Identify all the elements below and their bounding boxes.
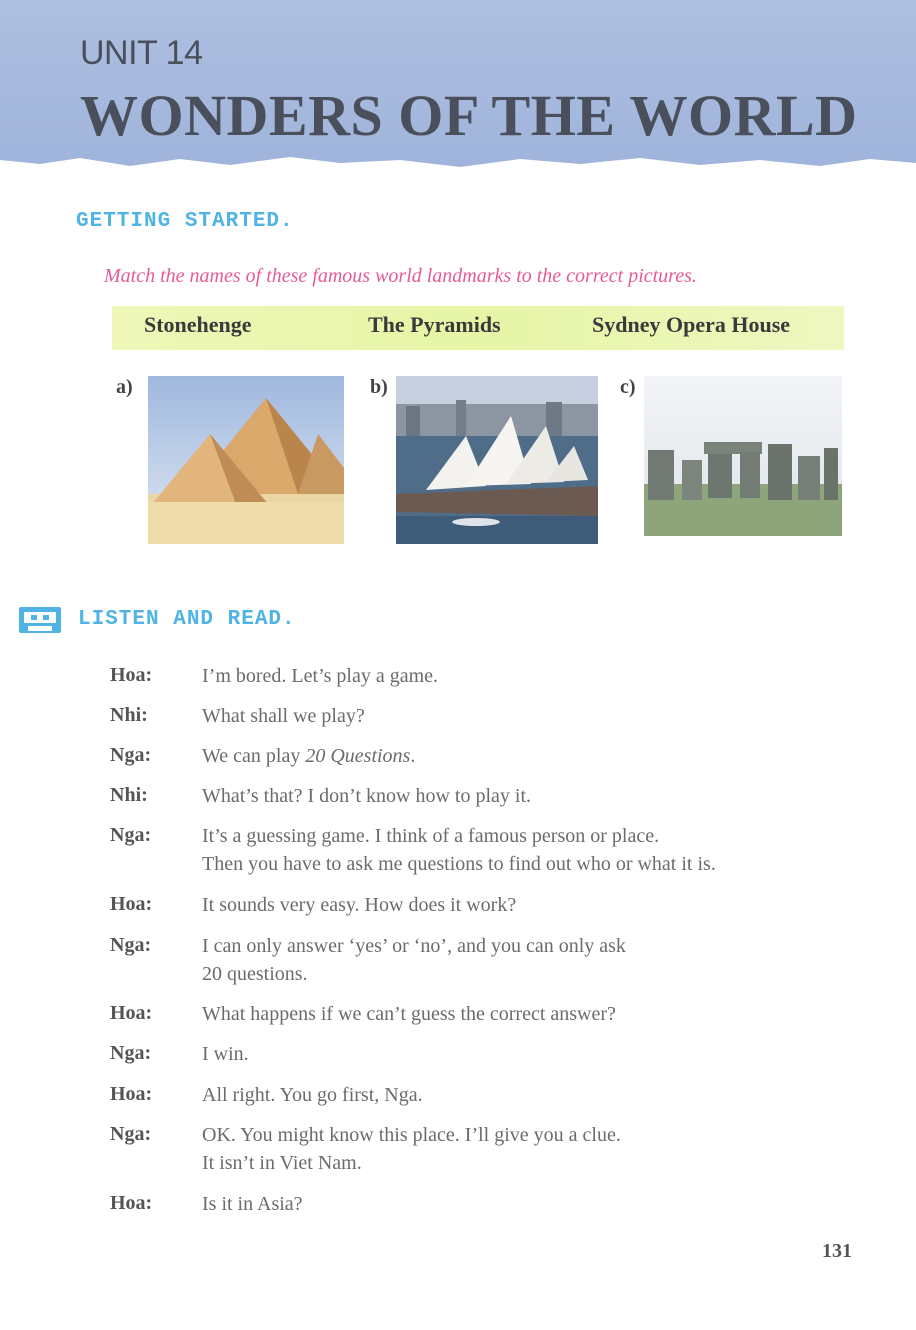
word-opera-house: Sydney Opera House bbox=[592, 312, 791, 337]
speaker-label: Hoa: bbox=[110, 664, 153, 686]
speaker-label: Hoa: bbox=[110, 1002, 153, 1024]
dialogue-line: It sounds very easy. How does it work? bbox=[202, 894, 517, 916]
picture-letter-a: a) bbox=[116, 376, 133, 398]
picture-letter-b: b) bbox=[370, 376, 388, 398]
word-pyramids: The Pyramids bbox=[368, 312, 501, 337]
getting-started-heading: GETTING STARTED. bbox=[76, 210, 294, 233]
opera-house-picture bbox=[396, 376, 598, 544]
speaker-label: Hoa: bbox=[110, 893, 153, 915]
speaker-label: Nhi: bbox=[110, 704, 148, 726]
speaker-label: Nhi: bbox=[110, 784, 148, 806]
speaker-label: Nga: bbox=[110, 744, 152, 766]
speaker-label: Nga: bbox=[110, 934, 152, 956]
speaker-label: Hoa: bbox=[110, 1083, 153, 1105]
page-number: 131 bbox=[822, 1240, 852, 1262]
dialogue-line: It’s a guessing game. I think of a famous person or place. Then you have to ask me questions to find out who or what it is. bbox=[202, 825, 716, 875]
instruction-text: Match the names of these famous world landmarks to the correct pictures. bbox=[104, 265, 697, 287]
dialogue-line: All right. You go first, Nga. bbox=[202, 1084, 423, 1106]
dialogue-line: OK. You might know this place. I’ll give you a clue. It isn’t in Viet Nam. bbox=[202, 1124, 621, 1174]
cassette-icon bbox=[18, 606, 62, 634]
dialogue-line: I’m bored. Let’s play a game. bbox=[202, 665, 439, 687]
dialogue-line: I win. bbox=[202, 1043, 249, 1065]
pyramids-picture bbox=[148, 376, 344, 544]
speaker-label: Nga: bbox=[110, 1042, 152, 1064]
unit-label: UNIT 14 bbox=[80, 34, 203, 72]
speaker-label: Nga: bbox=[110, 1123, 152, 1145]
dialogue-line: I can only answer ‘yes’ or ‘no’, and you can only ask 20 questions. bbox=[202, 935, 626, 985]
dialogue-line: What happens if we can’t guess the correct answer? bbox=[202, 1003, 616, 1025]
stonehenge-picture bbox=[644, 376, 842, 536]
speaker-label: Hoa: bbox=[110, 1192, 153, 1214]
unit-title: WONDERS OF THE WORLD bbox=[80, 83, 858, 148]
word-stonehenge: Stonehenge bbox=[144, 312, 252, 337]
dialogue-line: What’s that? I don’t know how to play it. bbox=[202, 785, 532, 807]
torn-paper-edge bbox=[0, 150, 916, 180]
unit-banner bbox=[0, 0, 916, 175]
dialogue-line: We can play 20 Questions. bbox=[202, 745, 416, 767]
game-title: 20 Questions bbox=[305, 745, 411, 767]
speaker-label: Nga: bbox=[110, 824, 152, 846]
picture-letter-c: c) bbox=[620, 376, 636, 398]
dialogue-line: What shall we play? bbox=[202, 705, 365, 727]
dialogue-line: Is it in Asia? bbox=[202, 1193, 303, 1215]
listen-and-read-heading: LISTEN AND READ. bbox=[78, 608, 296, 631]
